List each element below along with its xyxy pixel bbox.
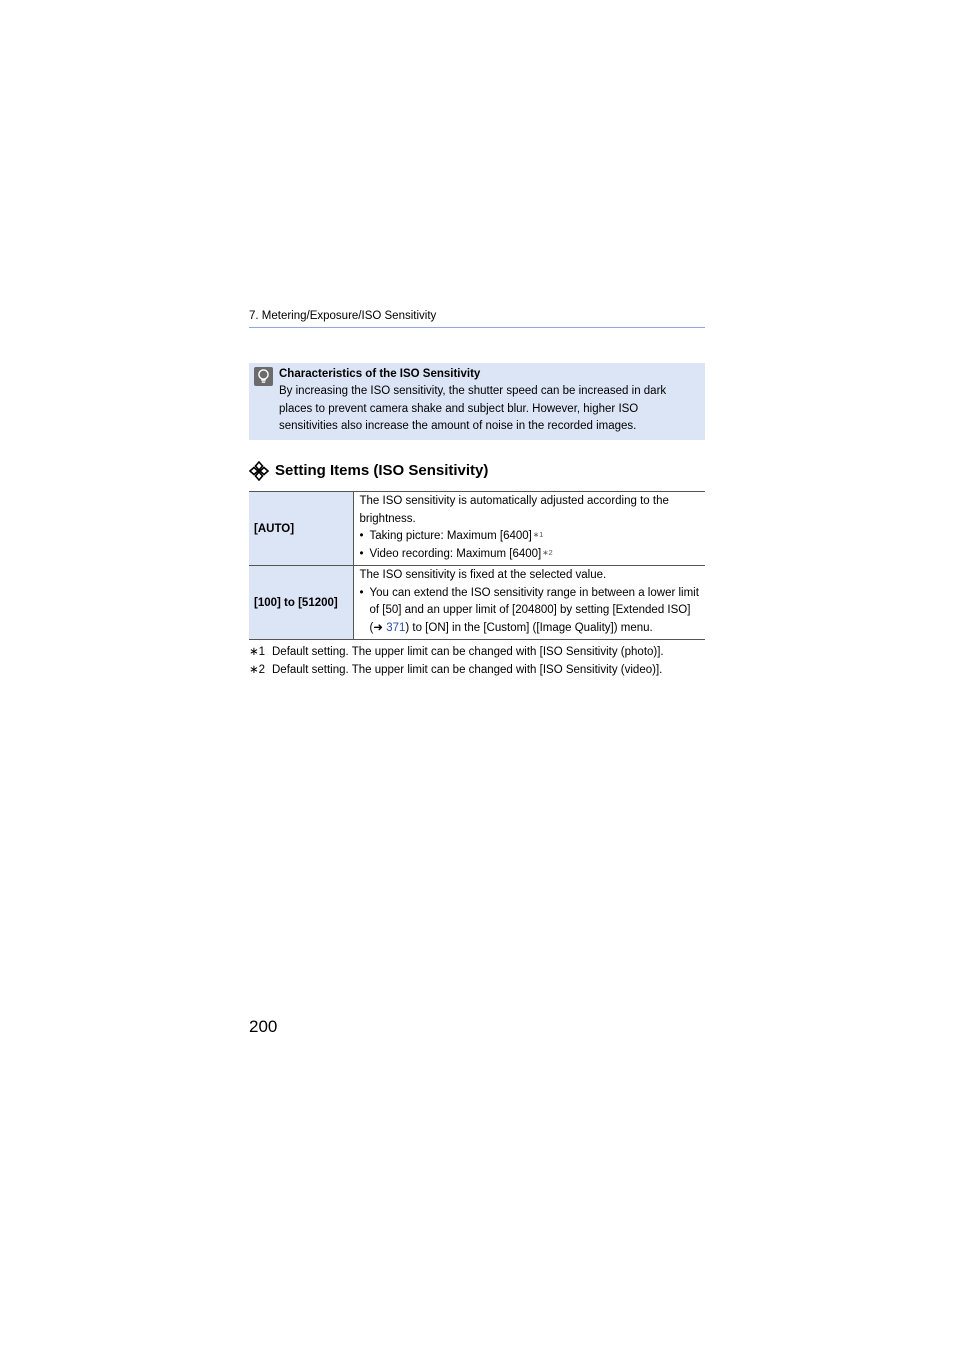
footnote-text: Default setting. The upper limit can be changed with [ISO Sensitivity (video)]. <box>272 663 663 676</box>
footnote-mark: ∗2 <box>249 663 266 676</box>
bullet-item <box>360 528 700 546</box>
four-diamonds-icon <box>249 461 269 481</box>
settings-table <box>249 491 705 640</box>
bullet-dot: • <box>359 586 364 599</box>
setting-description <box>353 566 705 640</box>
bullet-dot: • <box>359 530 364 542</box>
tip-title: Characteristics of the ISO Sensitivity <box>279 368 481 380</box>
bullet-item <box>360 546 700 564</box>
page-number: 200 <box>249 1017 278 1036</box>
footnote-ref: ∗1 <box>532 530 544 539</box>
footnotes <box>249 644 705 679</box>
breadcrumb: 7. Metering/Exposure/ISO Sensitivity <box>249 310 437 322</box>
manual-page <box>249 0 705 1348</box>
description-text: The ISO sensitivity is automatically adjusted according to the brightness. <box>359 495 669 525</box>
lightbulb-icon <box>254 367 273 386</box>
page-link[interactable]: 371 <box>386 621 406 634</box>
footnote-ref: ∗2 <box>542 547 553 557</box>
table-row <box>249 566 705 640</box>
section-heading <box>249 460 488 482</box>
bullet-item <box>360 585 700 638</box>
bullet-text: Video recording: Maximum [6400] <box>369 547 542 560</box>
footnote <box>249 662 705 680</box>
setting-key: [AUTO] <box>249 492 353 566</box>
bullet-dot: • <box>359 547 364 560</box>
header-divider <box>249 327 705 328</box>
section-title: Setting Items (ISO Sensitivity) <box>275 462 489 479</box>
setting-key: [100] to [51200] <box>249 566 353 640</box>
setting-description <box>353 492 705 566</box>
tip-box <box>249 363 705 440</box>
table-row <box>249 492 705 566</box>
footnote-text: Default setting. The upper limit can be changed with [ISO Sensitivity (photo)]. <box>272 646 664 658</box>
tip-body: By increasing the ISO sensitivity, the shutter speed can be increased in dark places to prevent camera shake and subject blur. However, higher ISO sensitivities also increase the amount of noise in the recorded images. <box>279 385 667 432</box>
bullet-text: Taking picture: Maximum [6400] <box>369 530 532 542</box>
footnote-mark: ∗1 <box>249 646 266 658</box>
bullet-text-end: ) to [ON] in the [Custom] ([Image Quality]) menu. <box>405 621 653 634</box>
footnote <box>249 644 705 662</box>
description-text: The ISO sensitivity is fixed at the selected value. <box>359 569 607 581</box>
arrow-icon: ➜ <box>373 621 383 634</box>
bullet-text: You can extend the ISO sensitivity range in between a lower limit of [50] and an upper limit of [204800] by setting [Extended ISO] ( <box>369 586 699 634</box>
